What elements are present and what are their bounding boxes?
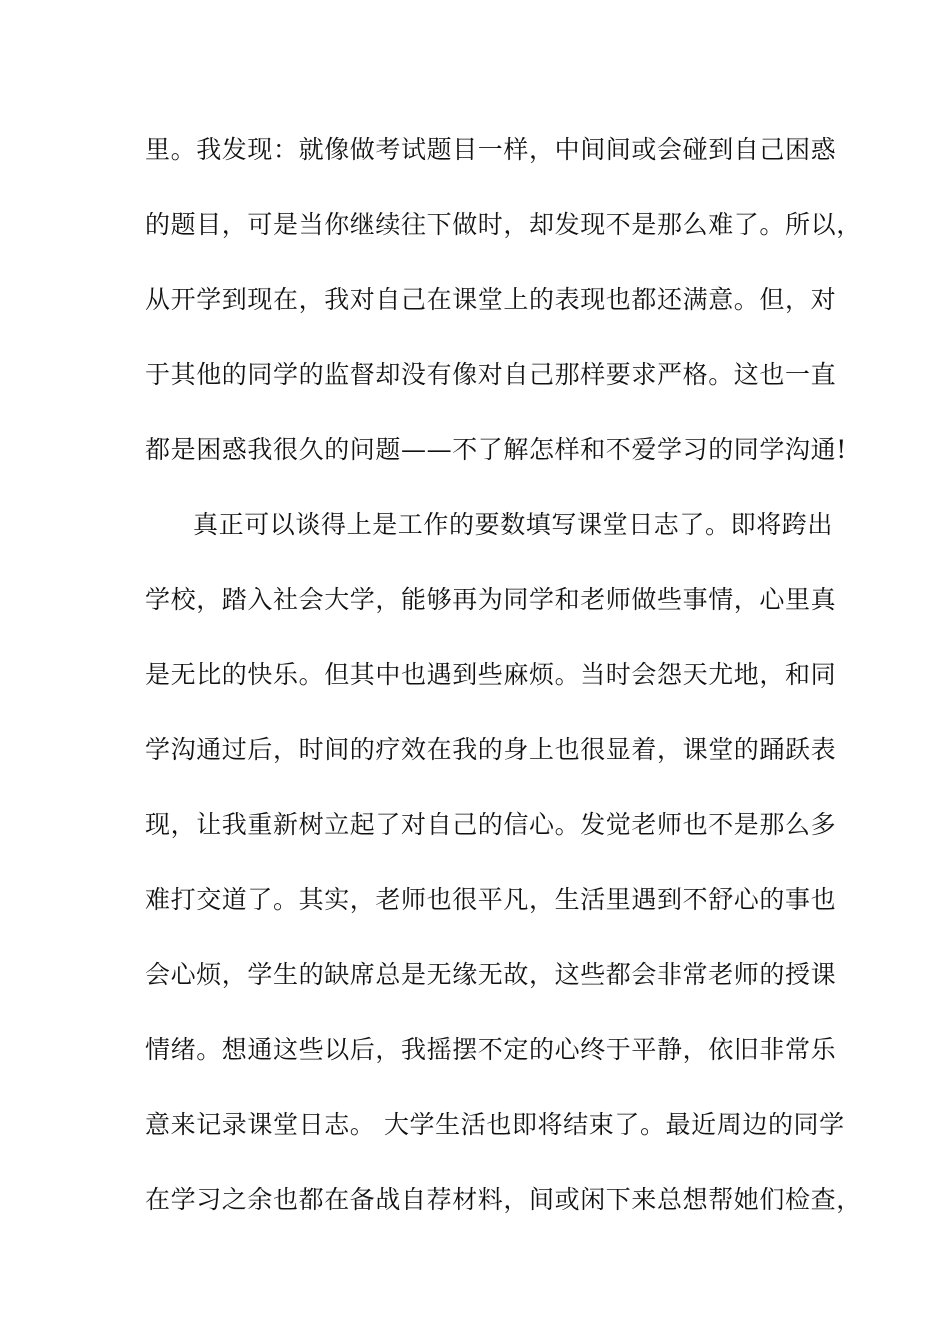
text-line-12: 会心烦，学生的缺席总是无缘无故，这些都会非常老师的授课 <box>145 960 837 989</box>
text-line-3: 从开学到现在，我对自己在课堂上的表现也都还满意。但，对 <box>145 285 837 314</box>
text-line-15: 在学习之余也都在备战自荐材料，间或闲下来总想帮她们检查， <box>145 1185 862 1214</box>
text-line-7: 学校，踏入社会大学，能够再为同学和老师做些事情，心里真 <box>145 585 837 614</box>
text-line-4: 于其他的同学的监督却没有像对自己那样要求严格。这也一直 <box>145 360 837 389</box>
text-line-13: 情绪。想通这些以后，我摇摆不定的心终于平静，依旧非常乐 <box>145 1035 837 1064</box>
text-line-6-paragraph-start: 真正可以谈得上是工作的要数填写课堂日志了。即将跨出 <box>193 510 834 539</box>
text-line-8: 是无比的快乐。但其中也遇到些麻烦。当时会怨天尤地，和同 <box>145 660 837 689</box>
text-line-10: 现，让我重新树立起了对自己的信心。发觉老师也不是那么多 <box>145 810 837 839</box>
text-line-1: 里。我发现：就像做考试题目一样，中间间或会碰到自己困惑 <box>145 135 837 164</box>
text-line-14: 意来记录课堂日志。 大学生活也即将结束了。最近周边的同学 <box>145 1110 845 1139</box>
text-line-11: 难打交道了。其实，老师也很平凡，生活里遇到不舒心的事也 <box>145 885 837 914</box>
text-line-2: 的题目，可是当你继续往下做时，却发现不是那么难了。所以， <box>145 210 862 239</box>
text-line-9: 学沟通过后，时间的疗效在我的身上也很显着，课堂的踊跃表 <box>145 735 837 764</box>
text-line-5: 都是困惑我很久的问题——不了解怎样和不爱学习的同学沟通! <box>145 435 847 464</box>
